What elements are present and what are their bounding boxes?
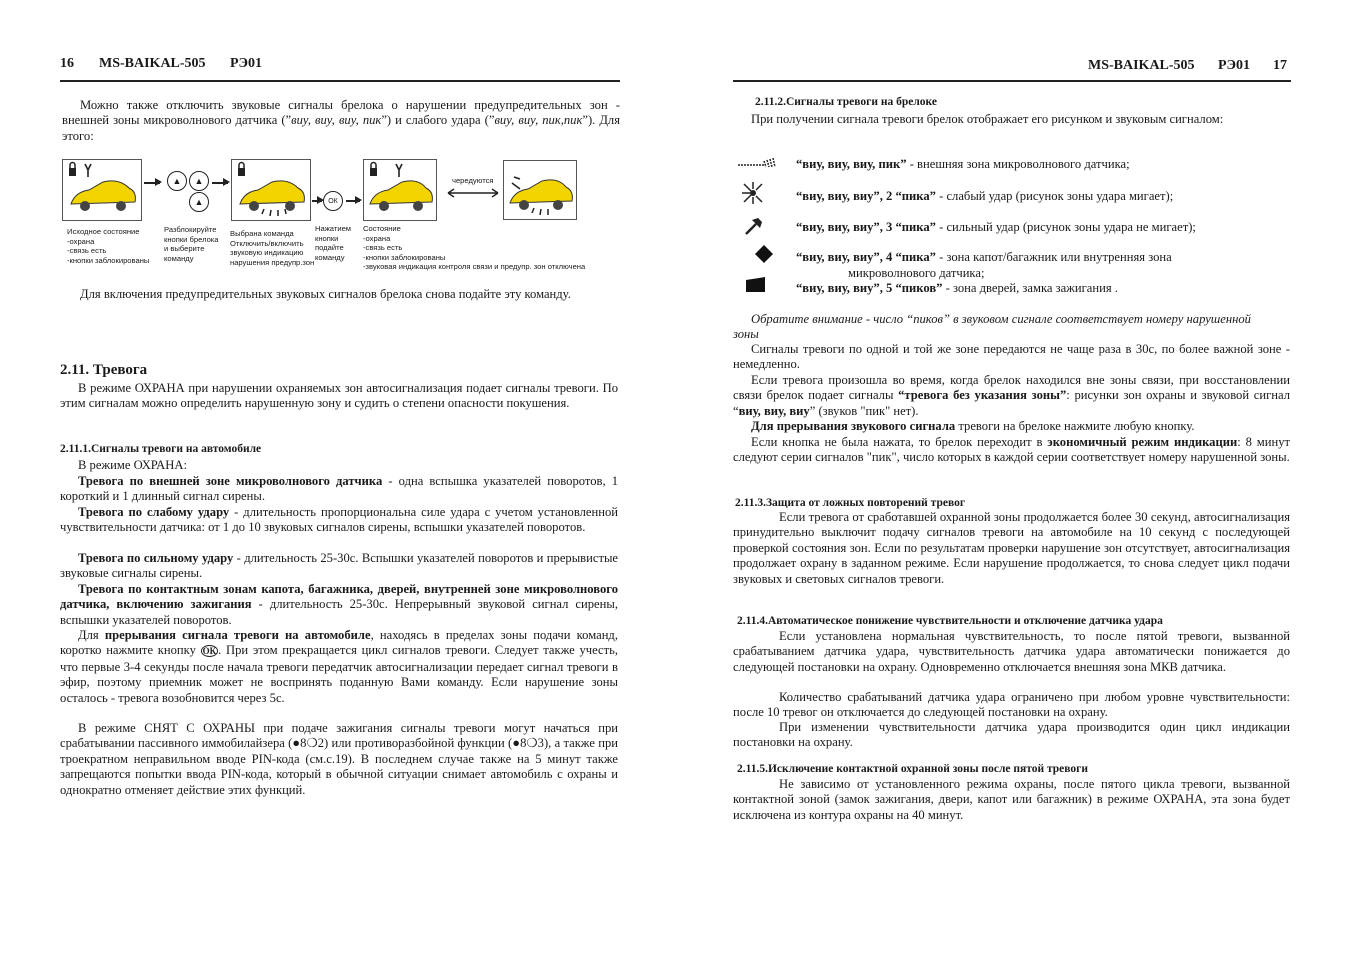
alarm-paragraph-strong-shock: Тревога по сильному удару - длительность 25-30с. Вспышки указателей поворотов и прерывистые звуковые сигналы сирены. [60, 551, 619, 581]
up-button-icon: ▲ [189, 192, 209, 212]
note-paragraph: Обратите внимание - число “пиков” в звуковом сигнале соответствует номеру нарушенной зоны [733, 312, 1251, 342]
intro-paragraph: Можно также отключить звуковые сигналы брелока о нарушении предупредительных зон - внешней зоны микроволнового датчика (”виу, виу, виу, пик”) и слабого удара (”виу, виу, пик,пик”). Для этого: [62, 98, 621, 143]
up-button-icon: ▲ [167, 171, 187, 191]
ok-button-icon: ОК [323, 191, 343, 211]
car-state-box-initial [62, 159, 142, 221]
waves-icon [736, 157, 776, 169]
reenable-paragraph: Для включения предупредительных звуковых сигналов брелока снова подайте эту команду. [80, 287, 571, 301]
signal-row-hood-trunk-cont: микроволнового датчика; [848, 266, 985, 280]
contact-exclusion-paragraph: Не зависимо от установленного режима охраны, после пятого цикла тревоги, вызванной контактной зоной (замок зажигания, двери, капот или багажник) в режиме ОХРАНА, эта зона будет исключена из контура охраны на 40 минут. [733, 777, 1290, 822]
diagram-caption-selected: Выбрана команда Отключить/включить звуковую индикацию нарушения предупр.зон [230, 229, 315, 267]
subsection-title-contact-exclusion: 2.11.5.Исключение контактной охранной зоны после пятой тревоги [737, 763, 1089, 775]
signal-row-doors: “виу, виу, виу”, 5 “пиков” - зона дверей, замка зажигания . [796, 281, 1118, 295]
right-model-name: MS-BAIKAL-505 [1088, 58, 1195, 73]
hammer-icon [744, 216, 764, 236]
signal-row-microwave: “виу, виу, виу, пик” - внешняя зона микроволнового датчика; [796, 157, 1130, 171]
section-intro: В режиме ОХРАНА при нарушении охраняемых зон автосигнализация подает сигналы тревоги. По этим сигналам можно определить нарушенную зону и судить о степени опасности покушения. [60, 381, 618, 411]
signal-row-strong-shock: “виу, виу, виу”, 3 “пика” - сильный удар (рисунок зоны удара не мигает); [796, 220, 1196, 234]
diagram-caption-unlock: Разблокируйте кнопки брелока и выберите команду [164, 225, 219, 263]
ok-button-icon: ОК [202, 646, 217, 657]
car-alert-icon [504, 161, 576, 219]
alarm-paragraph-microwave: Тревога по внешней зоне микроволнового датчика - одна вспышка указателей поворотов, 1 короткий и 1 длинный сигнал сирены. [60, 474, 618, 504]
repeat-interval-paragraph: Сигналы тревоги по одной и той же зоне передаются не чаще раза в 30с, по более важной зоне - немедленно. [733, 342, 1290, 372]
flow-arrow [212, 182, 228, 184]
left-header-rule [60, 80, 620, 82]
sensitivity-paragraph-3: При изменении чувствительности датчика удара производится один цикл индикации постановки на охрану. [733, 720, 1290, 750]
car-guard-icon [364, 160, 436, 220]
subsection-title-keyfob: 2.11.2.Сигналы тревоги на брелоке [755, 96, 937, 108]
flow-arrow [144, 182, 160, 184]
double-arrow-icon [446, 188, 500, 198]
left-doc-code: РЭ01 [230, 56, 263, 71]
diagram-caption-initial: Исходное состояние -охрана -связь есть -кнопки заблокированы [67, 227, 150, 265]
section-title-alarm: 2.11. Тревога [60, 362, 148, 378]
right-doc-code: РЭ01 [1218, 58, 1251, 73]
alarm-paragraph-disarmed: В режиме СНЯТ С ОХРАНЫ при подаче зажигания сигналы тревоги могут начаться при срабатывании пассивного иммобилайзера (●8❍2) или противоразбойной функции (●8❍3), а также при троекратном неправильном вводе PIN-кода (см.с.19). В последнем случае также на 5 минут также запрещаются попытки ввода PIN-кода, который в обычной ситуации снимает автомобиль с охраны и однократно отменяет действие этих функций. [60, 721, 618, 797]
diagram-caption-result: Состояние -охрана -связь есть -кнопки заблокированы -звуковая индикация контроля связи и предупр. зон отключена [363, 224, 586, 272]
subsection-title-false-repeat: 2.11.3.Защита от ложных повторений тревог [735, 497, 966, 509]
guard-mode-label: В режиме ОХРАНА: [78, 458, 187, 472]
left-model-name: MS-BAIKAL-505 [99, 56, 206, 71]
false-repeat-paragraph: Если тревога от сработавшей охранной зоны продолжается более 30 секунд, автосигнализация принудительно выключит подачу сигналов тревоги на автомобиле на 10 секунд с последующей проверкой состояния зон. Если по результатам проверки нарушение зон отсутствует, автосигнализация продолжает охрану в заданном режиме. Если нарушение продолжается, то снова следует цикл подачи звуковых и световых сигналов тревоги. [733, 510, 1290, 586]
alarm-paragraph-interrupt: Для прерывания сигнала тревоги на автомобиле, находясь в пределах зоны подачи команд, коротко нажмите кнопку ОК . При этом прекращается цикл сигналов тревоги. Следует также учесть, что первые 3-4 секунды после начала тревоги передатчик автосигнализации передает сигнал тревоги в эфир, поэтому приемник может не воспринять поданную Вами команду. Если нарушение зоны осталось - тревога возобновится через 5с. [60, 628, 618, 705]
right-page-number: 17 [1273, 58, 1287, 73]
keyfob-intro: При получении сигнала тревоги брелок отображает его рисунком и звуковым сигналом: [751, 112, 1224, 126]
economy-mode-paragraph: Если кнопка не была нажата, то брелок переходит в экономичный режим индикации: 8 минут следуют серии сигналов "пик", число которых в каждой серии соответствует номеру нарушенной зоны. [733, 435, 1290, 465]
flow-arrow [312, 200, 322, 202]
sensitivity-paragraph-1: Если установлена нормальная чувствительность, то после пятой тревоги, вызванной срабатыванием датчика удара, чувствительность датчика удара автоматически понижается до следующей постановки на охрану. Одновременно отключается внешняя зона МКВ датчика. [733, 629, 1290, 674]
car-alert-icon [232, 160, 310, 220]
right-header-rule [733, 80, 1291, 82]
sensitivity-paragraph-2: Количество срабатываний датчика удара ограничено при любом уровне чувствительности: после 10 тревог он отключается до следующей постановки на охрану. [733, 690, 1290, 720]
signal-row-weak-shock: “виу, виу, виу”, 2 “пика” - слабый удар (рисунок зоны удара мигает); [796, 189, 1174, 203]
left-page-number: 16 [60, 56, 74, 71]
subsection-title-car: 2.11.1.Сигналы тревоги на автомобиле [60, 443, 262, 455]
signal-row-hood-trunk: “виу, виу, виу”, 4 “пика” - зона капот/багажник или внутренняя зона [796, 250, 1172, 264]
alternate-label: чередуются [452, 176, 494, 185]
alarm-paragraph-weak-shock: Тревога по слабому удару - длительность пропорциональна силе удара с учетом установленной чувствительности датчика: от 1 до 10 звуковых сигналов сирены, вспышки указателей поворотов. [60, 505, 618, 535]
interrupt-keyfob-paragraph: Для прерывания звукового сигнала тревоги на брелоке нажмите любую кнопку. [751, 419, 1195, 433]
car-guard-icon [63, 160, 141, 220]
alarm-paragraph-contact-zones: Тревога по контактным зонам капота, багажника, дверей, внутренней зоне микроволнового датчика, включению зажигания - длительность 25-30с. Непрерывный звуковой сигнал сирены, вспышки указателей поворотов. [60, 582, 618, 627]
car-state-box-alarm [503, 160, 577, 220]
car-state-box-selected [231, 159, 311, 221]
diagram-caption-press: Нажатием кнопки подайте команду [315, 224, 352, 262]
out-of-range-paragraph: Если тревога произошла во время, когда брелок находился вне зоны связи, при восстановлении связи брелок подает сигналы “тревога без указания зоны”: рисунки зон охраны и звуковой сигнал “виу, виу, виу” (звуков "пик" нет). [733, 373, 1290, 418]
flow-arrow [346, 200, 360, 202]
car-state-box-final [363, 159, 437, 221]
diamond-icon [754, 244, 774, 264]
door-icon [745, 276, 767, 294]
up-button-icon: ▲ [189, 171, 209, 191]
impact-flash-icon [740, 180, 766, 206]
subsection-title-sensitivity: 2.11.4.Автоматическое понижение чувствительности и отключение датчика удара [737, 615, 1163, 627]
